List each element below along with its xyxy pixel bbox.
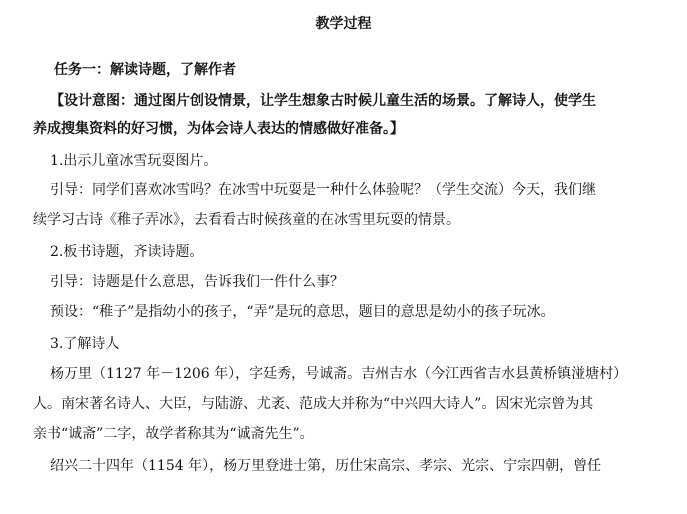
task1-heading: 任务一：解读诗题，了解作者: [54, 62, 236, 78]
step1-guide-line-1: 引导：同学们喜欢冰雪吗？在冰雪中玩耍是一种什么体验呢？（学生交流）今天，我们继: [50, 182, 596, 198]
page-title: 教学过程: [315, 16, 372, 32]
step3-bio-line-3: 亲书“诚斋”二字，故学者称其为“诚斋先生”。: [33, 426, 314, 442]
step3-bio-line-1: 杨万里（1127 年－1206 年），字廷秀，号诚斋。吉州吉水（今江西省吉水县黄桥镇湴塘村）: [50, 366, 628, 382]
design-intent-line-1: 【设计意图：通过图片创设情景，让学生想象古时候儿童生活的场景。了解诗人，使学生: [50, 93, 596, 109]
step2-guide: 引导：诗题是什么意思，告诉我们一件什么事？: [50, 274, 344, 290]
step3-label: 3.了解诗人: [50, 336, 120, 352]
step2-preset: 预设：“稚子”是指幼小的孩子，“弄”是玩的意思，题目的意思是幼小的孩子玩冰。: [50, 304, 555, 320]
step2-label: 2.板书诗题，齐读诗题。: [50, 244, 204, 260]
step1-guide-line-2: 续学习古诗《稚子弄冰》，去看看古时候孩童的在冰雪里玩耍的情景。: [33, 212, 460, 228]
design-intent-line-2: 养成搜集资料的好习惯，为体会诗人表达的情感做好准备。】: [33, 121, 404, 137]
step3-bio-line-2: 人。南宋著名诗人、大臣，与陆游、尤袤、范成大并称为“中兴四大诗人”。因宋光宗曾为其: [33, 396, 594, 412]
step3-bio-line-4: 绍兴二十四年（1154 年），杨万里登进士第，历仕宋高宗、孝宗、光宗、宁宗四朝，曾任: [50, 458, 602, 474]
step1-label: 1.出示儿童冰雪玩耍图片。: [50, 153, 218, 169]
